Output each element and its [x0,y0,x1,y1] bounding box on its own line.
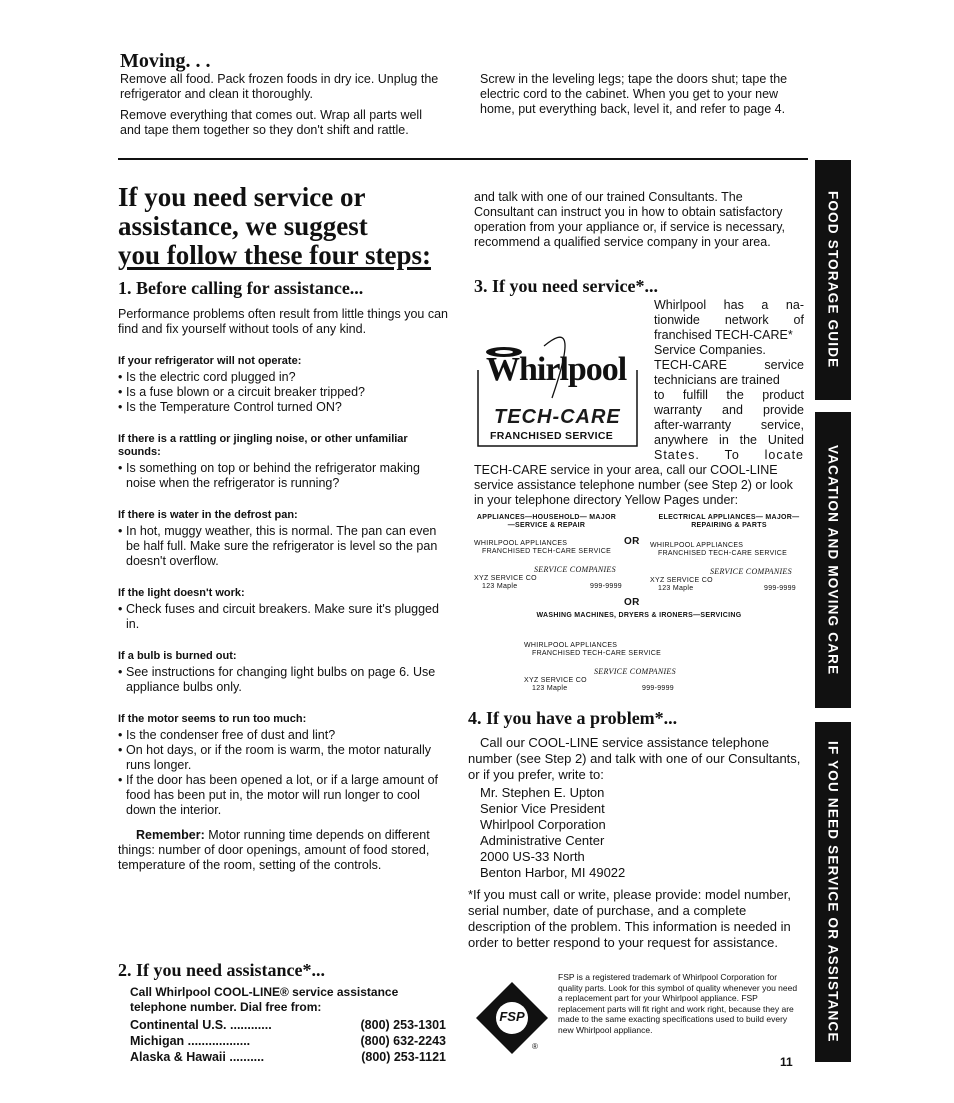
yellow-pages-listing [474,514,804,696]
phone-list [118,1017,446,1065]
group-heading: If your refrigerator will not operate: [118,355,302,367]
page-headline [118,183,458,270]
listing-or: OR [624,597,640,608]
group-heading: If there is water in the defrost pan: [118,509,298,521]
mailing-address [468,785,804,881]
step1-title: 1. Before calling for assistance... [118,278,364,298]
phone-row [130,1017,446,1033]
wrap-line: TECH-CARE service [654,358,804,372]
phone-region: Alaska & Hawaii .......... [130,1050,265,1064]
step4-note: *If you must call or write, please provide: model number, serial number, date of purchase, and a complete description of the problem. This information is needed in order to better respond to your request for assistance. [468,887,791,950]
wrap-line: Service Companies. [654,343,766,357]
address-line: Whirlpool Corporation [480,817,606,832]
moving-left-p2: Remove everything that comes out. Wrap all parts well and tape them together so they don't shift and rattle. [120,108,422,137]
listing-companies-label: SERVICE COMPANIES [594,667,676,676]
listing-companies-label: SERVICE COMPANIES [710,567,792,576]
remember-text: Motor running time depends on different things: number of door openings, amount of food stored, temperature of the room, setting of the controls. [118,828,430,872]
group-list [118,665,450,695]
wrap-line: warranty and provide [654,403,804,417]
page-number: 11 [780,1055,793,1069]
step4-section [468,708,804,951]
step1-section [118,278,450,873]
step4-intro: Call our COOL-LINE service assistance telephone number (see Step 2) and talk with one of our Consultants, or if you prefer, write to: [468,735,801,782]
phone-number: (800) 253-1301 [360,1018,446,1032]
headline-line3: you follow these four steps: [118,240,431,270]
logo-brand: Whirlpool [486,351,627,388]
listing-phone: 999-9999 [642,685,674,692]
group-heading: If the light doesn't work: [118,587,245,599]
group-list [118,524,450,569]
list-item: • Is the condenser free of dust and lint? [118,728,450,743]
tab-food-storage-guide[interactable] [815,160,851,400]
step3-wrap-text [654,298,804,463]
fsp-label: FSP [499,1009,525,1024]
wrap-line: technicians are trained [654,373,780,387]
listing-addr: 123 Maple [532,685,568,692]
group-list [118,728,450,818]
list-item: • Is the electric cord plugged in? [118,370,450,385]
listing-category: APPLIANCES—HOUSEHOLD— MAJOR—SERVICE & REPAIR [476,514,617,529]
step1-intro: Performance problems often result from little things you can find and fix yourself without tools of any kind. [118,307,449,336]
wrap-line: tionwide network of [654,313,804,327]
list-item: • If the door has been opened a lot, or if a large amount of food has been put in, the motor will run longer to cool down the interior. [118,773,450,818]
step2-intro: Call Whirlpool COOL-LINE® service assistance telephone number. Dial free from: [130,985,399,1014]
list-item: • Is something on top or behind the refrigerator making noise when the refrigerator is running? [118,461,450,491]
listing-franchised: FRANCHISED TECH-CARE SERVICE [482,548,612,555]
tab-vacation-and-moving-care[interactable] [815,412,851,708]
address-line: 2000 US-33 North [480,849,585,864]
list-item: • Check fuses and circuit breakers. Make sure it's plugged in. [118,602,450,632]
wrap-line: Whirlpool has a na- [654,298,804,312]
group-list [118,461,450,491]
wrap-line: States. To locate [654,448,804,462]
moving-left-column [120,72,446,138]
list-item: • In hot, muggy weather, this is normal. The pan can even be half full. Make sure the refrigerator is level so the pan doesn't overflow. [118,524,450,569]
tab-label: FOOD STORAGE GUIDE [825,191,841,369]
list-item: • Is a fuse blown or a circuit breaker tripped? [118,385,450,400]
step3-after-logo: TECH-CARE service in your area, call our COOL-LINE service assistance telephone number (see Step 2) or look in your telephone directory Yellow Pages under: [474,463,793,507]
fsp-text: FSP is a registered trademark of Whirlpool Corporation for quality parts. Look for this symbol of quality whenever you need a replacement part for your Whirlpool appliance. FSP replacement parts will fit right and work right, because they are made to the same exacting specifications used to build every new Whirlpool appliance. [558,972,798,1035]
listing-companies-label: SERVICE COMPANIES [534,565,616,574]
phone-number: (800) 253-1121 [361,1050,446,1064]
phone-region: Continental U.S. ............ [130,1018,272,1032]
techcare-logo [474,326,644,448]
listing-company: WHIRLPOOL APPLIANCES [524,642,618,649]
step3-title: 3. If you need service*... [474,276,658,296]
listing-franchised: FRANCHISED TECH-CARE SERVICE [658,550,788,557]
headline-line2: assistance, we suggest [118,211,368,241]
listing-franchised: FRANCHISED TECH-CARE SERVICE [532,650,662,657]
phone-row [130,1049,446,1065]
step2-title: 2. If you need assistance*... [118,960,326,980]
tab-if-you-need-service[interactable] [815,722,851,1062]
step4-title: 4. If you have a problem*... [468,708,678,728]
list-item: • Is the Temperature Control turned ON? [118,400,450,415]
moving-right-p1: Screw in the leveling legs; tape the doors shut; tape the electric cord to the cabinet. When you get to your new home, put everything back, level it, and refer to page 4. [480,72,788,116]
listing-phone: 999-9999 [764,585,796,592]
wrap-line: after-warranty service, [654,418,804,432]
tab-label: IF YOU NEED SERVICE OR ASSISTANCE [825,741,841,1043]
col2-intro: and talk with one of our trained Consultants. The Consultant can instruct you in how to obtain satisfactory operation from your appliance or, if service is necessary, recommend a qualified service company in your area. [474,190,786,249]
remember-label: Remember: [136,828,205,842]
listing-xyz: XYZ SERVICE CO [650,577,713,584]
section-divider [118,158,808,160]
listing-xyz: XYZ SERVICE CO [474,575,537,582]
list-item: • See instructions for changing light bulbs on page 6. Use appliance bulbs only. [118,665,450,695]
group-list [118,370,450,415]
remember-paragraph [118,828,450,873]
phone-region: Michigan .................. [130,1034,251,1048]
group-list [118,602,450,632]
address-line: Senior Vice President [480,801,605,816]
group-heading: If there is a rattling or jingling noise, or other unfamiliar sounds: [118,433,408,458]
list-item: • On hot days, or if the room is warm, the motor naturally runs longer. [118,743,450,773]
listing-category: WASHING MACHINES, DRYERS & IRONERS—SERVICING [536,612,742,619]
fsp-logo [474,980,550,1056]
wrap-line: anywhere in the United [654,433,804,447]
phone-row [130,1033,446,1049]
group-heading: If a bulb is burned out: [118,650,237,662]
listing-xyz: XYZ SERVICE CO [524,677,587,684]
moving-right-column [480,72,806,117]
moving-title: Moving. . . [120,50,211,72]
step2-section [118,960,446,1065]
address-line: Mr. Stephen E. Upton [480,785,605,800]
listing-company: WHIRLPOOL APPLIANCES [474,540,568,547]
listing-category: ELECTRICAL APPLIANCES— MAJOR—REPAIRING & PARTS [658,514,800,529]
fsp-reg: ® [532,1042,538,1051]
moving-left-p1: Remove all food. Pack frozen foods in dry ice. Unplug the refrigerator and clean it thoroughly. [120,72,439,101]
logo-techcare: TECH-CARE [494,406,621,428]
address-line: Benton Harbor, MI 49022 [480,865,626,880]
listing-addr: 123 Maple [482,583,518,590]
listing-company: WHIRLPOOL APPLIANCES [650,542,744,549]
listing-addr: 123 Maple [658,585,694,592]
group-heading: If the motor seems to run too much: [118,713,307,725]
listing-phone: 999-9999 [590,583,622,590]
headline-line1: If you need service or [118,182,366,212]
listing-or: OR [624,536,640,547]
address-line: Administrative Center [480,833,605,848]
logo-franchised: FRANCHISED SERVICE [490,430,614,442]
phone-number: (800) 632-2243 [360,1034,446,1048]
tab-label: VACATION AND MOVING CARE [825,444,841,676]
wrap-line: franchised TECH-CARE* [654,328,793,342]
wrap-line: to fulfill the product [654,388,804,402]
